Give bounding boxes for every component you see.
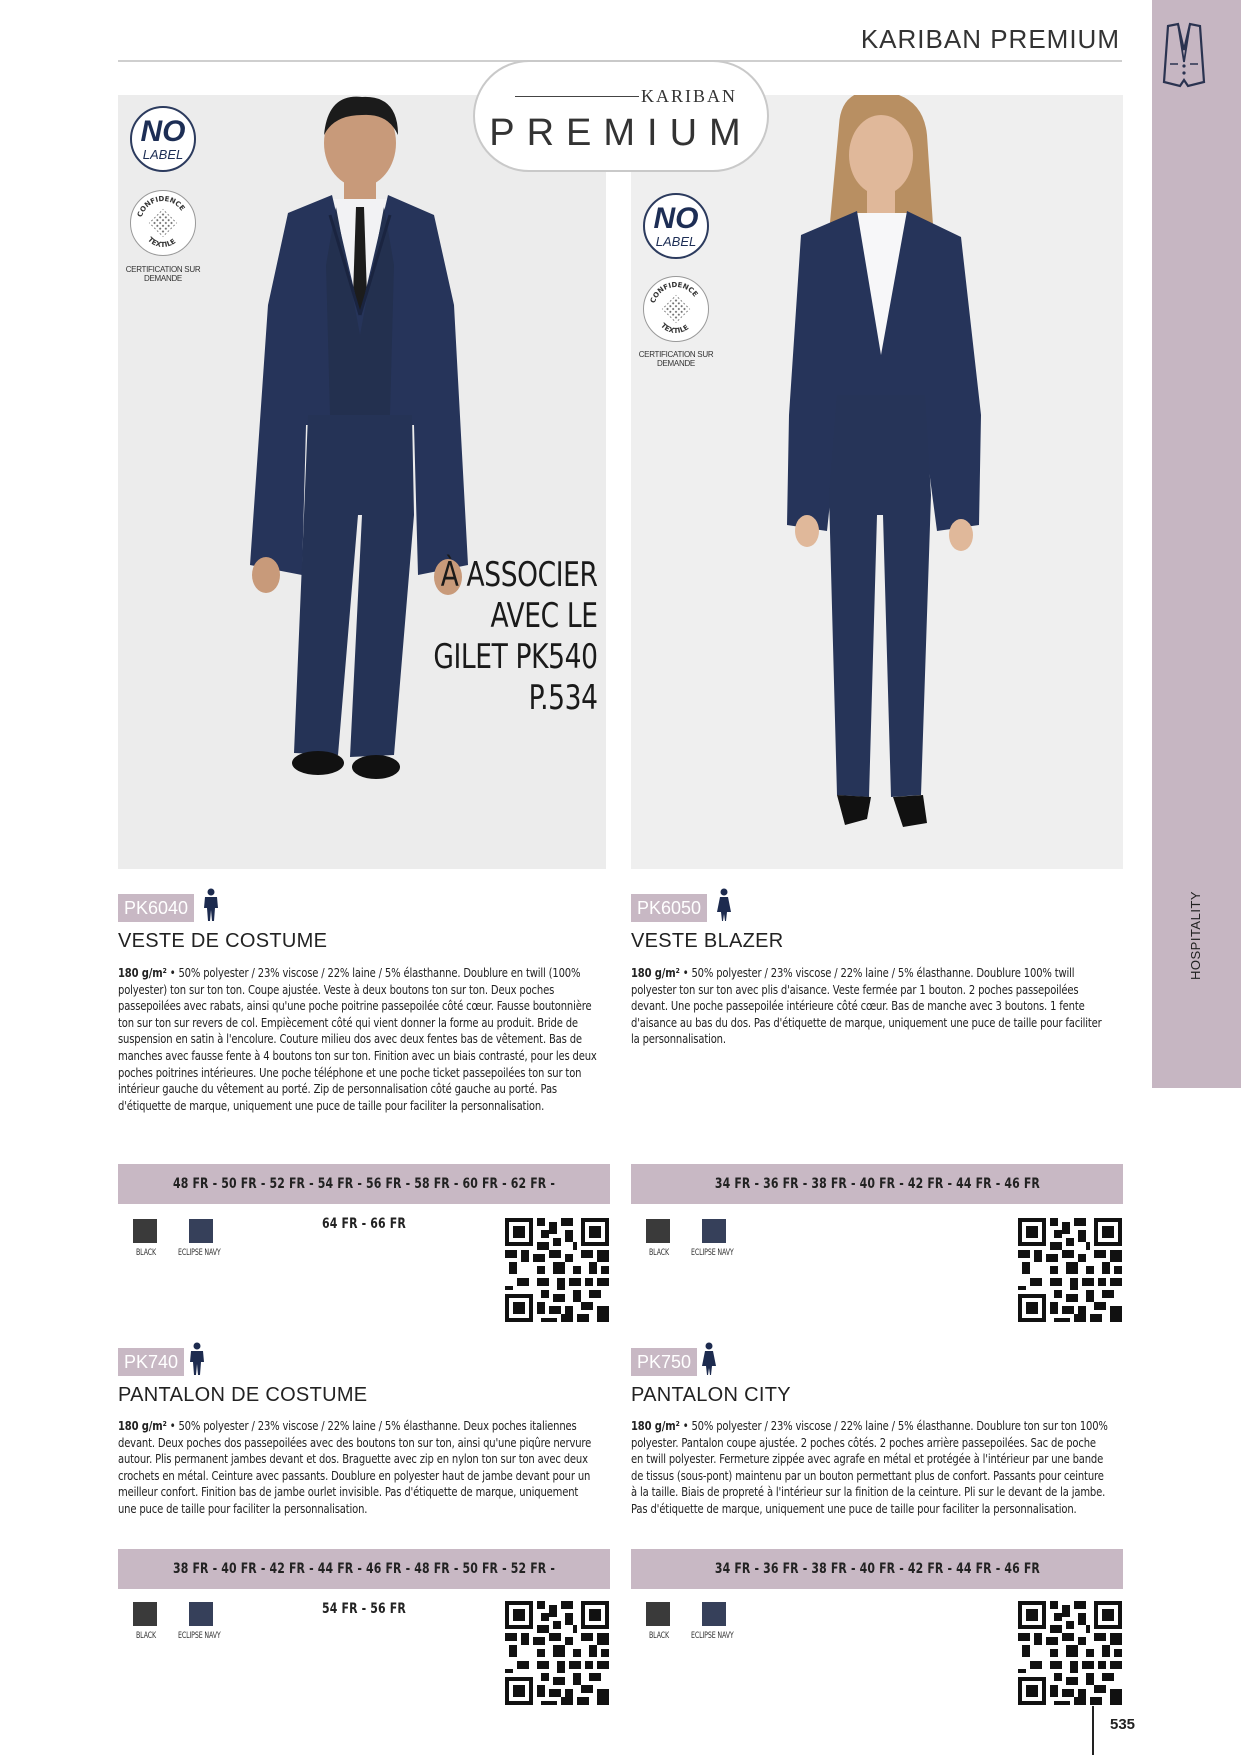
confidence-textile-seal-icon [643,276,709,342]
product-description [118,1418,598,1518]
product-description [118,965,598,1114]
color-swatch-navy[interactable] [189,1219,213,1243]
color-swatch-navy[interactable] [702,1219,726,1243]
pairing-line: AVEC LE [490,596,598,636]
product-desc-text: • 50% polyester / 23% viscose / 22% laine / 5% élasthanne. Doublure 100% twill polyester ton sur ton avec plis d'aisance. Veste fermée par 1 bouton. 2 poches passepoilées devant. Une poche passepoilée intérieure côté cœur. Bas de manche avec 3 boutons. 1 fente d'aisance au bas du dos. Pas d'étiquette de marque, uniquement une puce de taille pour faciliter la personnalisation. [631,965,1102,1047]
svg-text:CONFIDENCE: CONFIDENCE [648,280,700,305]
color-swatch-black[interactable] [646,1602,670,1626]
size-list: 48 FR - 50 FR - 52 FR - 54 FR - 56 FR - 58 FR - 60 FR - 62 FR - 64 FR - 66 FR [172,1176,556,1232]
qr-code-icon[interactable] [505,1601,609,1705]
product-desc-text: • 50% polyester / 23% viscose / 22% laine / 5% élasthanne. Doublure en twill (100% polyester) ton sur ton ton. Coupe ajustée. Veste à deux boutons ton sur ton. Deux poches passepoilées avec rabats, ainsi qu'une poche poitrine passepoilée côté cœur. Fausse boutonnière ton sur ton sur revers de col. Empiècement côté qui vient donner la forme au produit. Bride de suspension en satin à l'encolure. Couture milieu dos avec deux fentes bas de vêtement. Bas de manches avec fausse fente à 4 boutons ton sur ton. Finition avec un biais contrasté, pour les deux poches poitrines intérieures. Une poche téléphone et une poche ticket passepoilées ton sur ton intérieur gauche du vêtement au porté. Zip de personnalisation côté gauche au porté. Pas d'étiquette de marque, uniquement une puce de taille pour faciliter la personnalisation. [118,965,597,1113]
product-title: PANTALON CITY [631,1384,791,1406]
product-weight: 180 g/m² [631,1418,680,1433]
product-desc-text: • 50% polyester / 23% viscose / 22% laine / 5% élasthanne. Doublure ton sur ton 100% polyester. Pantalon coupe ajustée. 2 poches côtés. 2 poches arrière passepoilées. Sac de poche en twill polyester. Fermeture zippée avec agrafe en métal et protégée à l'intérieur par une bande de tissus (sous-pont) maintenu par un bouton permettant plus de confort. Passants pour ceinture à la taille. Biais de propreté à l'intérieur sur la finition de la ceinture. Pli sur le devant de la jambe. Pas d'étiquette de marque, uniquement une puce de taille pour faciliter la personnalisation. [631,1418,1108,1516]
no-label-label: LABEL [142,147,184,162]
logo-line [515,96,639,97]
product-description [631,1418,1111,1518]
page-number-rule [1092,1706,1094,1755]
color-swatch-navy[interactable] [702,1602,726,1626]
man-icon [188,1342,206,1376]
color-name: BLACK [136,1248,157,1258]
product-weight: 180 g/m² [118,1418,167,1433]
no-label-label: LABEL [655,234,697,249]
no-label-no: NO [653,202,699,235]
size-list: 34 FR - 36 FR - 38 FR - 40 FR - 42 FR - 44 FR - 46 FR [714,1561,1040,1577]
pairing-line: À ASSOCIER [441,555,598,595]
product-code-tag: PK6050 [631,894,707,922]
size-list: 34 FR - 36 FR - 38 FR - 40 FR - 42 FR - 44 FR - 46 FR [714,1176,1040,1192]
product-code-tag: PK750 [631,1348,697,1376]
certification-note: CERTIFICATION SUR DEMANDE [638,350,714,368]
size-bar [118,1549,610,1617]
vest-icon [1158,20,1210,90]
size-bar [631,1164,1123,1204]
product-code-tag: PK6040 [118,894,194,922]
color-name: BLACK [136,1631,157,1641]
logo-premium: PREMIUM [489,112,753,154]
qr-code-icon[interactable] [1018,1601,1122,1705]
pairing-callout [434,555,598,719]
kariban-premium-logo [473,60,769,172]
no-label-badge [130,106,196,172]
woman-icon [715,888,733,922]
product-title: PANTALON DE COSTUME [118,1384,368,1406]
pairing-line: P.534 [529,678,598,718]
product-description [631,965,1111,1048]
product-weight: 180 g/m² [631,965,680,980]
qr-code-icon[interactable] [505,1218,609,1322]
page-header-title: KARIBAN PREMIUM [860,24,1120,54]
product-weight: 180 g/m² [118,965,167,980]
size-bar [631,1549,1123,1589]
size-bar [118,1164,610,1232]
color-swatch-black[interactable] [133,1602,157,1626]
pairing-line: GILET PK540 [433,637,598,677]
no-label-badge [643,193,709,259]
svg-text:TEXTILE: TEXTILE [659,321,691,336]
man-icon [202,888,220,922]
color-swatch-black[interactable] [646,1219,670,1243]
color-name: ECLIPSE NAVY [691,1631,734,1641]
certification-note: CERTIFICATION SUR DEMANDE [125,265,201,283]
svg-text:CONFIDENCE: CONFIDENCE [135,194,187,219]
product-desc-text: • 50% polyester / 23% viscose / 22% laine / 5% élasthanne. Deux poches italiennes devant. Deux poches dos passepoilées avec des boutons ton sur ton, ainsi qu'une piqûre nervure autour. Plis permanent jambes devant et dos. Braguette avec zip en nylon ton sur ton avec deux crochets en métal. Ceinture avec passants. Doublure en polyester haut de jambe devant pour un meilleur confort. Finition bas de jambe ourlet invisible. Pas d'étiquette de marque, uniquement une puce de taille pour faciliter la personnalisation. [118,1418,592,1516]
page-number: 535 [1110,1716,1136,1733]
logo-brand: KARIBAN [640,86,737,106]
woman-icon [700,1342,718,1376]
color-name: BLACK [649,1631,670,1641]
color-name: ECLIPSE NAVY [178,1248,221,1258]
color-name: BLACK [649,1248,670,1258]
product-title: VESTE BLAZER [631,930,784,952]
color-swatch-navy[interactable] [189,1602,213,1626]
qr-code-icon[interactable] [1018,1218,1122,1322]
svg-text:TEXTILE: TEXTILE [146,235,178,250]
color-name: ECLIPSE NAVY [178,1631,221,1641]
color-swatch-black[interactable] [133,1219,157,1243]
size-list: 38 FR - 40 FR - 42 FR - 44 FR - 46 FR - 48 FR - 50 FR - 52 FR - 54 FR - 56 FR [172,1561,556,1617]
product-code-tag: PK740 [118,1348,184,1376]
color-name: ECLIPSE NAVY [691,1248,734,1258]
confidence-textile-seal-icon [130,190,196,256]
product-title: VESTE DE COSTUME [118,930,328,952]
no-label-no: NO [140,115,186,148]
side-tab-label: HOSPITALITY [1188,890,1203,980]
